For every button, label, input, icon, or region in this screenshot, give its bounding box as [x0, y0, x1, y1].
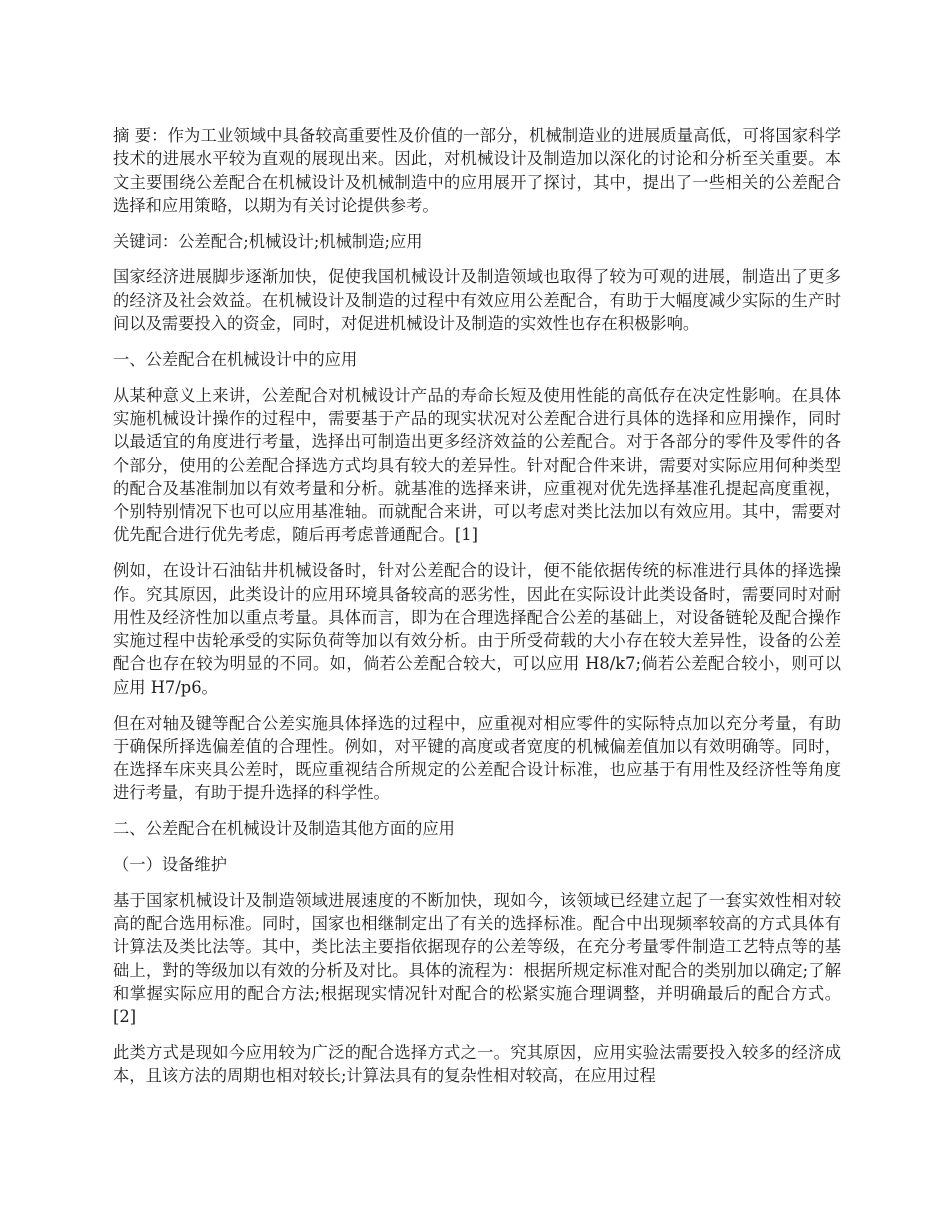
section-1-paragraph-3: 但在对轴及键等配合公差实施具体择选的过程中，应重视对相应零件的实际特点加以充分考量，有助于确保所择选偏差值的合理性。例如，对平键的高度或者宽度的机械偏差值加以有效明确等。同时，在选择车床夹具公差时，既应重视结合所规定的公差配合设计标准，也应基于有用性及经济性等角度进行考量，有助于提升选择的科学性。 — [113, 713, 841, 803]
section-1-paragraph-1: 从某种意义上来讲，公差配合对机械设计产品的寿命长短及使用性能的高低存在决定性影响。在具体实施机械设计操作的过程中，需要基于产品的现实状况对公差配合进行具体的选择和应用操作，同时以最适宜的角度进行考量，选择出可制造出更多经济效益的公差配合。对于各部分的零件及零件的各个部分，使用的公差配合择选方式均具有较大的差异性。针对配合件来讲，需要对实际应用何种类型的配合及基准制加以有效考量和分析。就基准的选择来讲，应重视对优先选择基准孔提起高度重视，个别特别情况下也可以应用基准轴。而就配合来讲，可以考虑对类比法加以有效应用。其中，需要对优先配合进行优先考虑，随后再考虑普通配合。[1] — [113, 385, 841, 545]
abstract-paragraph: 摘 要：作为工业领域中具备较高重要性及价值的一部分，机械制造业的进展质量高低，可将国家科学技术的进展水平较为直观的展现出来。因此，对机械设计及制造加以深化的讨论和分析至关重要。本文主要围绕公差配合在机械设计及机械制造中的应用展开了探讨，其中，提出了一些相关的公差配合选择和应用策略，以期为有关讨论提供参考。 — [113, 126, 841, 215]
document-body — [113, 124, 841, 1100]
subsection-1-heading: （一）设备维护 — [113, 855, 227, 875]
keywords-line: 关键词：公差配合;机械设计;机械制造;应用 — [113, 231, 423, 251]
section-1-paragraph-2: 例如，在设计石油钻井机械设备时，针对公差配合的设计，便不能依据传统的标准进行具体的择选操作。究其原因，此类设计的应用环境具备较高的恶劣性，因此在实际设计此类设备时，需要同时对耐用性及经济性加以重点考量。具体而言，即为在合理选择配合公差的基础上，对设备链轮及配合操作实施过程中齿轮承受的实际负荷等加以有效分析。由于所受荷载的大小存在较大差异性，设备的公差配合也存在较为明显的不同。如，倘若公差配合较大，可以应用 H8/k7;倘若公差配合较小，则可以应用 H7/p6。 — [113, 561, 841, 697]
section-2-paragraph-1: 基于国家机械设计及制造领域进展速度的不断加快，现如今，该领域已经建立起了一套实效性相对较高的配合选用标准。同时，国家也相继制定出了有关的选择标准。配合中出现频率较高的方式具体有计算法及类比法等。其中，类比法主要指依据现存的公差等级，在充分考量零件制造工艺特点等的基础上，對的等级加以有效的分析及对比。具体的流程为：根据所规定标准对配合的类别加以确定;了解和掌握实际应用的配合方法;根据现实情况针对配合的松紧实施合理调整，并明确最后的配合方式。[2] — [113, 890, 841, 1027]
section-1-heading: 一、公差配合在机械设计中的应用 — [113, 349, 358, 369]
intro-paragraph: 国家经济进展脚步逐渐加快，促使我国机械设计及制造领域也取得了较为可观的进展，制造出了更多的经济及社会效益。在机械设计及制造的过程中有效应用公差配合，有助于大幅度减少实际的生产时间以及需要投入的资金，同时，对促进机械设计及制造的实效性也存在积极影响。 — [113, 267, 841, 334]
section-2-paragraph-2: 此类方式是现如今应用较为广泛的配合选择方式之一。究其原因，应用实验法需要投入较多的经济成本，且该方法的周期也相对较长;计算法具有的复杂性相对较高，在应用过程 — [113, 1043, 841, 1086]
section-2-heading: 二、公差配合在机械设计及制造其他方面的应用 — [113, 819, 455, 839]
